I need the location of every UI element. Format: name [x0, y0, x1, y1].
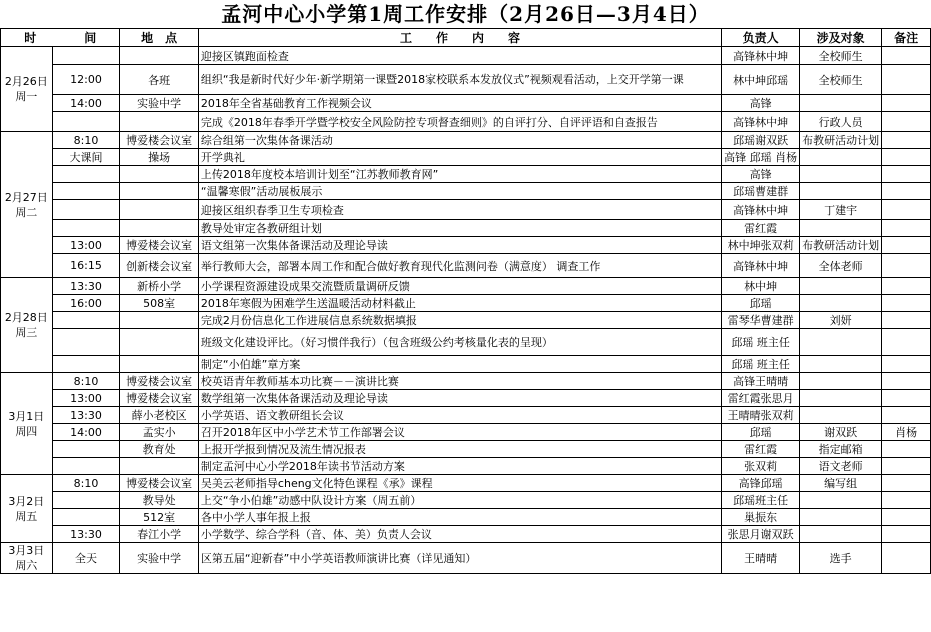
- content-cell: 完成《2018年春季开学暨学校安全风险防控专项督查细则》的自评打分、自评评语和自查报告: [198, 112, 721, 132]
- involved-cell: [800, 509, 882, 526]
- note-cell: [882, 220, 931, 237]
- time-cell: [52, 166, 120, 183]
- note-cell: [882, 475, 931, 492]
- table-row: [1, 112, 931, 132]
- table-row: [1, 475, 931, 492]
- content-cell: 制定“小伯雄”章方案: [198, 356, 721, 373]
- time-cell: 12:00: [52, 65, 120, 95]
- owner-cell: 邱瑶 班主任: [722, 356, 800, 373]
- time-cell: 8:10: [52, 132, 120, 149]
- owner-cell: 雷琴华曹建群: [722, 312, 800, 329]
- owner-cell: 王晴晴张双莉: [722, 407, 800, 424]
- note-cell: [882, 390, 931, 407]
- place-cell: [120, 458, 199, 475]
- owner-cell: 邱瑶 班主任: [722, 329, 800, 356]
- time-cell: 16:00: [52, 295, 120, 312]
- content-cell: 数学组第一次集体备课活动及理论导读: [198, 390, 721, 407]
- content-cell: 完成2月份信息化工作进展信息系统数据填报: [198, 312, 721, 329]
- table-row: [1, 237, 931, 254]
- owner-cell: 高锋林中坤: [722, 200, 800, 220]
- time-cell: 13:30: [52, 278, 120, 295]
- note-cell: [882, 312, 931, 329]
- note-cell: [882, 166, 931, 183]
- owner-cell: 高锋林中坤: [722, 254, 800, 278]
- involved-cell: [800, 166, 882, 183]
- page-title: 孟河中心小学第1周工作安排（2月26日—3月4日）: [221, 2, 710, 26]
- table-row: [1, 407, 931, 424]
- place-cell: 各班: [120, 65, 199, 95]
- involved-cell: 选手: [800, 543, 882, 574]
- owner-cell: 邱瑶: [722, 424, 800, 441]
- table-row: [1, 492, 931, 509]
- note-cell: [882, 373, 931, 390]
- note-cell: [882, 407, 931, 424]
- table-row: [1, 543, 931, 574]
- time-cell: 13:00: [52, 390, 120, 407]
- owner-cell: 高锋王晴晴: [722, 373, 800, 390]
- content-cell: 开学典礼: [198, 149, 721, 166]
- table-row: [1, 47, 931, 65]
- note-cell: [882, 65, 931, 95]
- owner-cell: 王晴晴: [722, 543, 800, 574]
- involved-cell: 语文老师: [800, 458, 882, 475]
- table-row: [1, 183, 931, 200]
- involved-cell: [800, 220, 882, 237]
- place-cell: [120, 112, 199, 132]
- place-cell: [120, 356, 199, 373]
- content-cell: 上传2018年度校本培训计划至“江苏教师教育网”: [198, 166, 721, 183]
- note-cell: [882, 543, 931, 574]
- time-cell: [52, 312, 120, 329]
- place-cell: 博爱楼会议室: [120, 475, 199, 492]
- table-row: [1, 65, 931, 95]
- table-row: [1, 458, 931, 475]
- place-cell: 博爱楼会议室: [120, 390, 199, 407]
- header-row: [1, 29, 931, 47]
- involved-cell: 行政人员: [800, 112, 882, 132]
- content-cell: 教导处审定各教研组计划: [198, 220, 721, 237]
- place-cell: [120, 47, 199, 65]
- note-cell: [882, 329, 931, 356]
- place-cell: 新桥小学: [120, 278, 199, 295]
- content-cell: 上报开学报到情况及流生情况报表: [198, 441, 721, 458]
- table-row: [1, 312, 931, 329]
- table-row: [1, 356, 931, 373]
- involved-cell: 指定邮箱: [800, 441, 882, 458]
- place-cell: 教导处: [120, 492, 199, 509]
- owner-cell: 邱瑶: [722, 295, 800, 312]
- involved-cell: [800, 356, 882, 373]
- content-cell: 小学英语、语文教研组长会议: [198, 407, 721, 424]
- time-cell: [52, 492, 120, 509]
- table-row: [1, 424, 931, 441]
- time-cell: [52, 183, 120, 200]
- content-cell: 语文组第一次集体备课活动及理论导读: [198, 237, 721, 254]
- content-cell: 举行教师大会，部署本周工作和配合做好教育现代化监测问卷（满意度） 调查工作: [198, 254, 721, 278]
- table-row: [1, 441, 931, 458]
- owner-cell: 高锋林中坤: [722, 112, 800, 132]
- note-cell: [882, 356, 931, 373]
- place-cell: 春江小学: [120, 526, 199, 543]
- day-cell: 2月27日 周二: [1, 132, 53, 278]
- owner-cell: 邱瑶曹建群: [722, 183, 800, 200]
- place-cell: 博爱楼会议室: [120, 132, 199, 149]
- involved-cell: 丁建宇: [800, 200, 882, 220]
- content-cell: 迎接区组织春季卫生专项检查: [198, 200, 721, 220]
- time-cell: 13:30: [52, 407, 120, 424]
- content-cell: 班级文化建设评比。（好习惯伴我行）（包含班级公约考核量化表的呈现）: [198, 329, 721, 356]
- content-cell: 吴美云老师指导cheng文化特色课程《承》课程: [198, 475, 721, 492]
- time-cell: [52, 441, 120, 458]
- content-cell: 区第五届“迎新春”中小学英语教师演讲比赛（详见通知）: [198, 543, 721, 574]
- table-row: [1, 329, 931, 356]
- time-cell: [52, 329, 120, 356]
- note-cell: [882, 254, 931, 278]
- content-cell: 各中小学人事年报上报: [198, 509, 721, 526]
- time-cell: 8:10: [52, 475, 120, 492]
- table-row: [1, 95, 931, 112]
- place-cell: 创新楼会议室: [120, 254, 199, 278]
- place-cell: 508室: [120, 295, 199, 312]
- place-cell: 实验中学: [120, 543, 199, 574]
- day-cell: 3月1日 周四: [1, 373, 53, 475]
- time-cell: 16:15: [52, 254, 120, 278]
- involved-cell: [800, 95, 882, 112]
- note-cell: [882, 237, 931, 254]
- note-cell: [882, 95, 931, 112]
- involved-cell: [800, 390, 882, 407]
- note-cell: [882, 112, 931, 132]
- time-cell: [52, 509, 120, 526]
- owner-cell: 林中坤: [722, 278, 800, 295]
- time-cell: [52, 356, 120, 373]
- place-cell: 操场: [120, 149, 199, 166]
- involved-cell: [800, 278, 882, 295]
- owner-cell: 邱瑶谢双跃: [722, 132, 800, 149]
- note-cell: [882, 200, 931, 220]
- day-cell: 3月2日 周五: [1, 475, 53, 543]
- place-cell: [120, 220, 199, 237]
- owner-cell: 张思月谢双跃: [722, 526, 800, 543]
- involved-cell: 布教研活动计划: [800, 132, 882, 149]
- place-cell: 博爱楼会议室: [120, 237, 199, 254]
- header-note: 备注: [882, 29, 931, 47]
- content-cell: 2018年寒假为困难学生送温暖活动材料截止: [198, 295, 721, 312]
- owner-cell: 雷红霞: [722, 441, 800, 458]
- note-cell: [882, 47, 931, 65]
- content-cell: 小学课程资源建设成果交流暨质量调研反馈: [198, 278, 721, 295]
- content-cell: 制定孟河中心小学2018年读书节活动方案: [198, 458, 721, 475]
- place-cell: 博爱楼会议室: [120, 373, 199, 390]
- table-row: [1, 278, 931, 295]
- header-content: 工 作 内 容: [198, 29, 721, 47]
- table-row: [1, 220, 931, 237]
- place-cell: 薛小老校区: [120, 407, 199, 424]
- note-cell: [882, 441, 931, 458]
- time-cell: [52, 112, 120, 132]
- involved-cell: [800, 295, 882, 312]
- table-row: [1, 166, 931, 183]
- time-cell: [52, 458, 120, 475]
- involved-cell: 全校师生: [800, 65, 882, 95]
- table-row: [1, 526, 931, 543]
- header-involved: 涉及对象: [800, 29, 882, 47]
- involved-cell: [800, 373, 882, 390]
- time-cell: 13:30: [52, 526, 120, 543]
- table-row: [1, 149, 931, 166]
- day-cell: 2月28日 周三: [1, 278, 53, 373]
- content-cell: 迎接区镇跑面检查: [198, 47, 721, 65]
- place-cell: [120, 166, 199, 183]
- time-cell: [52, 220, 120, 237]
- content-cell: 校英语青年教师基本功比赛－－演讲比赛: [198, 373, 721, 390]
- place-cell: 孟实小: [120, 424, 199, 441]
- table-row: [1, 373, 931, 390]
- schedule-table: [0, 28, 931, 574]
- note-cell: [882, 149, 931, 166]
- involved-cell: 谢双跃: [800, 424, 882, 441]
- time-cell: 全天: [52, 543, 120, 574]
- time-cell: 13:00: [52, 237, 120, 254]
- involved-cell: 刘妍: [800, 312, 882, 329]
- content-cell: “温馨寒假”活动展板展示: [198, 183, 721, 200]
- owner-cell: 高锋 邱瑶 肖杨: [722, 149, 800, 166]
- note-cell: [882, 183, 931, 200]
- involved-cell: [800, 407, 882, 424]
- time-cell: 14:00: [52, 95, 120, 112]
- content-cell: 上交“争小伯雄”动感中队设计方案（周五前）: [198, 492, 721, 509]
- content-cell: 综合组第一次集体备课活动: [198, 132, 721, 149]
- time-cell: [52, 47, 120, 65]
- place-cell: [120, 200, 199, 220]
- header-place: 地 点: [120, 29, 199, 47]
- table-row: [1, 390, 931, 407]
- owner-cell: 林中坤张双莉: [722, 237, 800, 254]
- owner-cell: 张双莉: [722, 458, 800, 475]
- place-cell: 实验中学: [120, 95, 199, 112]
- place-cell: [120, 312, 199, 329]
- owner-cell: 林中坤邱瑶: [722, 65, 800, 95]
- place-cell: [120, 329, 199, 356]
- schedule-body: [1, 47, 931, 574]
- place-cell: 教育处: [120, 441, 199, 458]
- note-cell: [882, 278, 931, 295]
- place-cell: [120, 183, 199, 200]
- content-cell: 小学数学、综合学科（音、体、美）负责人会议: [198, 526, 721, 543]
- owner-cell: 高锋: [722, 166, 800, 183]
- table-row: [1, 509, 931, 526]
- owner-cell: 高锋林中坤: [722, 47, 800, 65]
- day-cell: 2月26日 周一: [1, 47, 53, 132]
- table-row: [1, 200, 931, 220]
- owner-cell: 巢振东: [722, 509, 800, 526]
- owner-cell: 雷红霞张思月: [722, 390, 800, 407]
- owner-cell: 邱瑶班主任: [722, 492, 800, 509]
- owner-cell: 高锋: [722, 95, 800, 112]
- content-cell: 组织“我是新时代好少年·新学期第一课暨2018家校联系本发放仪式”视频观看活动，上交开学第一课: [198, 65, 721, 95]
- involved-cell: 全体老师: [800, 254, 882, 278]
- note-cell: [882, 458, 931, 475]
- involved-cell: [800, 183, 882, 200]
- time-cell: 8:10: [52, 373, 120, 390]
- involved-cell: 布教研活动计划: [800, 237, 882, 254]
- table-row: [1, 295, 931, 312]
- time-cell: 14:00: [52, 424, 120, 441]
- involved-cell: [800, 329, 882, 356]
- note-cell: [882, 295, 931, 312]
- note-cell: [882, 526, 931, 543]
- involved-cell: [800, 149, 882, 166]
- involved-cell: [800, 526, 882, 543]
- note-cell: [882, 132, 931, 149]
- time-cell: [52, 200, 120, 220]
- involved-cell: 全校师生: [800, 47, 882, 65]
- note-cell: 肖杨: [882, 424, 931, 441]
- header-time: 时 间: [1, 29, 120, 47]
- involved-cell: [800, 492, 882, 509]
- content-cell: 2018年全省基础教育工作视频会议: [198, 95, 721, 112]
- table-row: [1, 254, 931, 278]
- owner-cell: 高锋邱瑶: [722, 475, 800, 492]
- content-cell: 召开2018年区中小学艺术节工作部署会议: [198, 424, 721, 441]
- day-cell: 3月3日 周六: [1, 543, 53, 574]
- note-cell: [882, 492, 931, 509]
- header-owner: 负责人: [722, 29, 800, 47]
- involved-cell: 编写组: [800, 475, 882, 492]
- place-cell: 512室: [120, 509, 199, 526]
- note-cell: [882, 509, 931, 526]
- table-row: [1, 132, 931, 149]
- time-cell: 大课间: [52, 149, 120, 166]
- owner-cell: 雷红霞: [722, 220, 800, 237]
